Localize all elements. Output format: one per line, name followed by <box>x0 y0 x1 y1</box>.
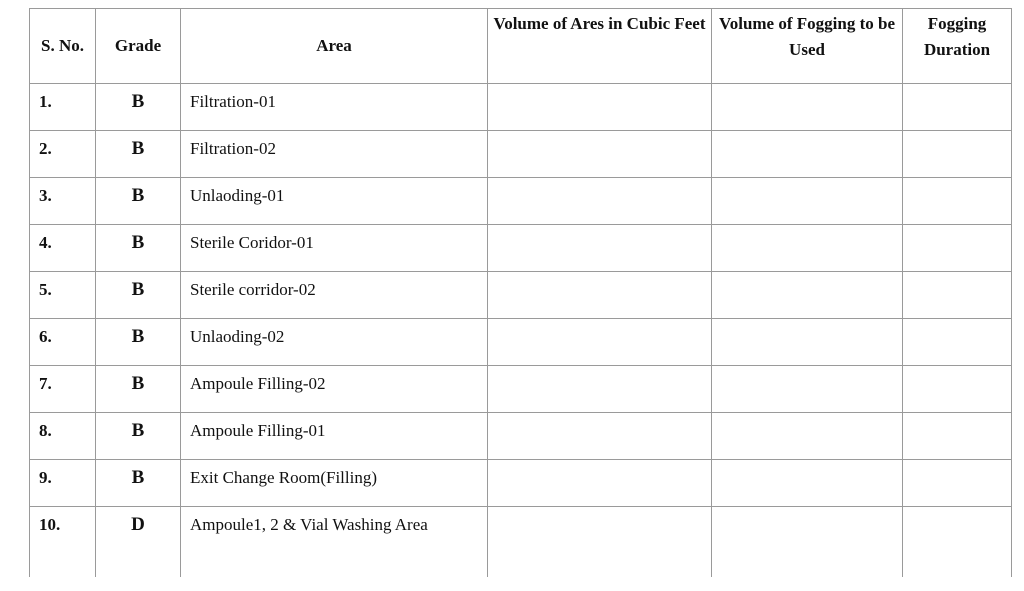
cell-area: Filtration-02 <box>181 131 488 178</box>
cell-sno: 3. <box>30 178 96 225</box>
cell-volume-area <box>488 460 712 507</box>
cell-area: Exit Change Room(Filling) <box>181 460 488 507</box>
cell-area: Sterile Coridor-01 <box>181 225 488 272</box>
cell-duration <box>903 272 1012 319</box>
cell-volume-fogging <box>712 319 903 366</box>
cell-duration <box>903 366 1012 413</box>
cell-volume-area <box>488 366 712 413</box>
cell-volume-area <box>488 178 712 225</box>
cell-area: Ampoule Filling-02 <box>181 366 488 413</box>
table-row <box>30 178 1012 225</box>
cell-sno: 8. <box>30 413 96 460</box>
cell-volume-fogging <box>712 460 903 507</box>
cell-volume-fogging <box>712 131 903 178</box>
cell-sno: 9. <box>30 460 96 507</box>
cell-duration <box>903 225 1012 272</box>
cell-duration <box>903 131 1012 178</box>
table-row <box>30 507 1012 577</box>
table-row <box>30 131 1012 178</box>
cell-volume-fogging <box>712 507 903 577</box>
cell-duration <box>903 460 1012 507</box>
header-area: Area <box>181 9 488 84</box>
cell-area: Sterile corridor-02 <box>181 272 488 319</box>
cell-volume-fogging <box>712 84 903 131</box>
cell-grade: B <box>96 319 181 366</box>
cell-sno: 7. <box>30 366 96 413</box>
cell-volume-fogging <box>712 413 903 460</box>
cell-duration <box>903 84 1012 131</box>
table-row <box>30 319 1012 366</box>
cell-area: Filtration-01 <box>181 84 488 131</box>
cell-grade: B <box>96 366 181 413</box>
cell-volume-fogging <box>712 272 903 319</box>
cell-area: Unlaoding-01 <box>181 178 488 225</box>
cell-sno: 6. <box>30 319 96 366</box>
cell-volume-area <box>488 413 712 460</box>
cell-grade: B <box>96 178 181 225</box>
cell-area: Ampoule1, 2 & Vial Washing Area <box>181 507 488 577</box>
header-sno: S. No. <box>30 9 96 84</box>
cell-volume-fogging <box>712 178 903 225</box>
header-duration: Fogging Duration <box>903 9 1012 84</box>
cell-volume-area <box>488 507 712 577</box>
table-row <box>30 366 1012 413</box>
cell-volume-fogging <box>712 225 903 272</box>
cell-volume-area <box>488 319 712 366</box>
cell-duration <box>903 319 1012 366</box>
table-row <box>30 272 1012 319</box>
cell-grade: B <box>96 460 181 507</box>
cell-volume-area <box>488 131 712 178</box>
cell-sno: 1. <box>30 84 96 131</box>
cell-area: Unlaoding-02 <box>181 319 488 366</box>
cell-sno: 2. <box>30 131 96 178</box>
table-row <box>30 84 1012 131</box>
table-header-row <box>30 9 1012 84</box>
fogging-table <box>29 8 1012 577</box>
header-volume-fogging: Volume of Fogging to be Used <box>712 9 903 84</box>
cell-duration <box>903 507 1012 577</box>
cell-duration <box>903 413 1012 460</box>
cell-sno: 5. <box>30 272 96 319</box>
cell-volume-fogging <box>712 366 903 413</box>
cell-grade: B <box>96 131 181 178</box>
cell-volume-area <box>488 84 712 131</box>
table-row <box>30 413 1012 460</box>
table-row <box>30 460 1012 507</box>
cell-volume-area <box>488 225 712 272</box>
header-grade: Grade <box>96 9 181 84</box>
cell-grade: D <box>96 507 181 577</box>
cell-area: Ampoule Filling-01 <box>181 413 488 460</box>
cell-grade: B <box>96 272 181 319</box>
cell-grade: B <box>96 84 181 131</box>
table-row <box>30 225 1012 272</box>
header-volume-area: Volume of Ares in Cubic Feet <box>488 9 712 84</box>
cell-sno: 4. <box>30 225 96 272</box>
cell-grade: B <box>96 225 181 272</box>
cell-sno: 10. <box>30 507 96 577</box>
cell-duration <box>903 178 1012 225</box>
cell-grade: B <box>96 413 181 460</box>
cell-volume-area <box>488 272 712 319</box>
